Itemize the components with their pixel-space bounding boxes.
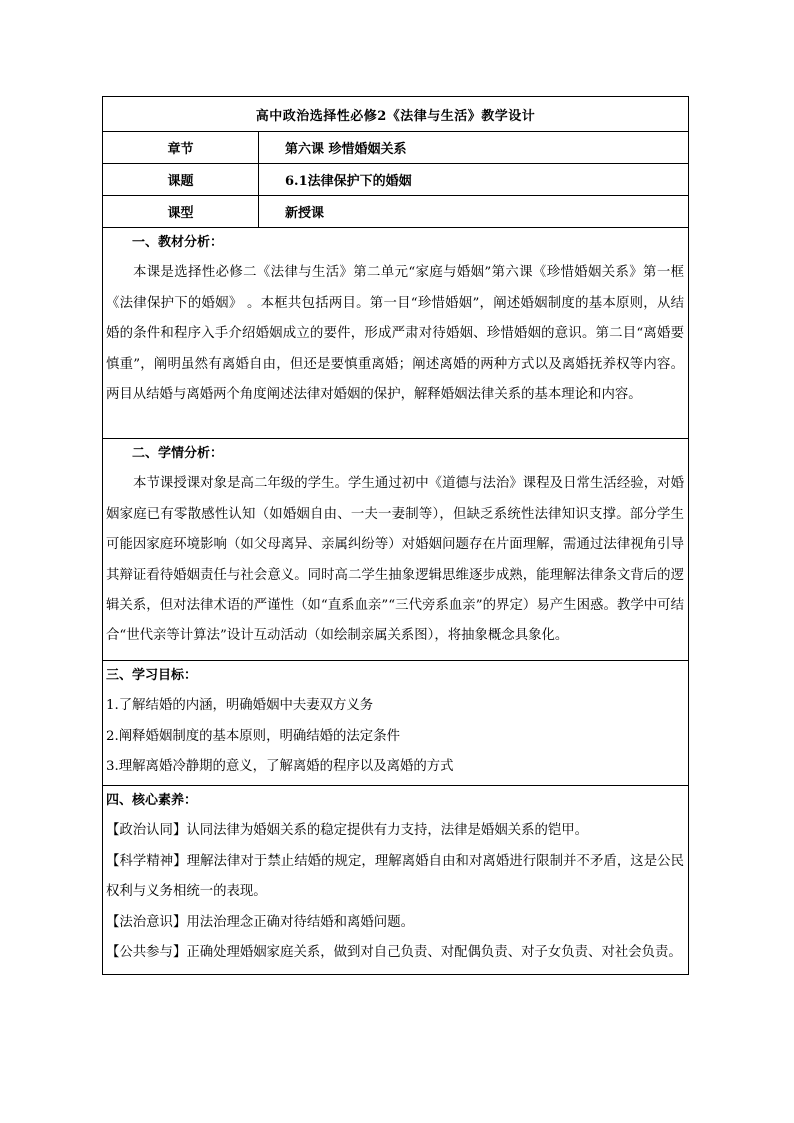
literacy-item-public-participation: 【公共参与】正确处理婚姻家庭关系，做到对自己负责、对配偶负责、对子女负责、对社会负责。 xyxy=(106,945,682,961)
meta-row-chapter xyxy=(103,132,688,164)
objective-item: 1.了解结婚的内涵，明确婚姻中夫妻双方义务 xyxy=(106,698,374,714)
section-heading-literacy: 四、核心素养： xyxy=(106,793,198,808)
objective-item: 2.阐释婚姻制度的基本原则，明确结婚的法定条件 xyxy=(106,728,400,744)
literacy-item-political-identity: 【政治认同】认同法律为婚姻关系的稳定提供有力支持，法律是婚姻关系的铠甲。 xyxy=(106,823,589,839)
objective-item: 3.理解离婚冷静期的意义，了解离婚的程序以及离婚的方式 xyxy=(106,759,454,775)
section-student-analysis xyxy=(103,439,688,661)
meta-label-chapter: 章节 xyxy=(103,132,259,163)
meta-value-chapter: 第六课 珍惜婚姻关系 xyxy=(285,142,407,157)
meta-label-topic: 课题 xyxy=(103,164,259,195)
meta-row-topic xyxy=(103,164,688,196)
section-heading-objectives: 三、学习目标： xyxy=(106,668,198,683)
section-textbook-analysis xyxy=(103,228,688,439)
meta-value-topic: 6.1法律保护下的婚姻 xyxy=(285,174,412,189)
literacy-item-scientific-spirit: 【科学精神】理解法律对于禁止结婚的规定，理解离婚自由和对离婚进行限制并不矛盾，这是公民权利与义务相统一的表现。 xyxy=(106,853,684,900)
meta-value-lesson-type: 新授课 xyxy=(285,206,325,221)
meta-label-lesson-type: 课型 xyxy=(103,196,259,227)
section-body-textbook: 本课是选择性必修二《法律与生活》第二单元“家庭与婚姻”第六课《珍惜婚姻关系》第一框《法律保护下的婚姻》 。本框共包括两目。第一目“珍惜婚姻”，阐述婚姻制度的基本原则，从结婚的条件和程序入手介绍婚姻成立的要件，形成严肃对待婚姻、珍惜婚姻的意识。第二目“离婚要慎重”，阐明虽然有离婚自由，但还是要慎重离婚；阐述离婚的两种方式以及离婚抚养权等内容。两目从结婚与离婚两个角度阐述法律对婚姻的保护，解释婚姻法律关系的基本理论和内容。 xyxy=(106,265,684,403)
section-learning-objectives xyxy=(103,661,688,786)
literacy-item-rule-of-law: 【法治意识】用法治理念正确对待结婚和离婚问题。 xyxy=(106,914,414,930)
lesson-plan-table xyxy=(102,96,689,975)
document-title: 高中政治选择性必修2《法律与生活》教学设计 xyxy=(103,97,688,132)
section-heading-textbook: 一、教材分析： xyxy=(132,235,224,250)
section-body-students: 本节课授课对象是高二年级的学生。学生通过初中《道德与法治》课程及日常生活经验，对婚姻家庭已有零散感性认知（如婚姻自由、一夫一妻制等），但缺乏系统性法律知识支撑。部分学生可能因家庭环境影响（如父母离异、亲属纠纷等）对婚姻问题存在片面理解，需通过法律视角引导其辩证看待婚姻责任与社会意义。同时高二学生抽象逻辑思维逐步成熟，能理解法律条文背后的逻辑关系，但对法律术语的严谨性（如“直系血亲”“三代旁系血亲”的界定）易产生困惑。教学中可结合“世代亲等计算法”设计互动活动（如绘制亲属关系图），将抽象概念具象化。 xyxy=(106,476,684,644)
meta-row-lesson-type xyxy=(103,196,688,228)
section-core-literacy xyxy=(103,786,688,974)
section-heading-students: 二、学情分析： xyxy=(132,446,224,461)
